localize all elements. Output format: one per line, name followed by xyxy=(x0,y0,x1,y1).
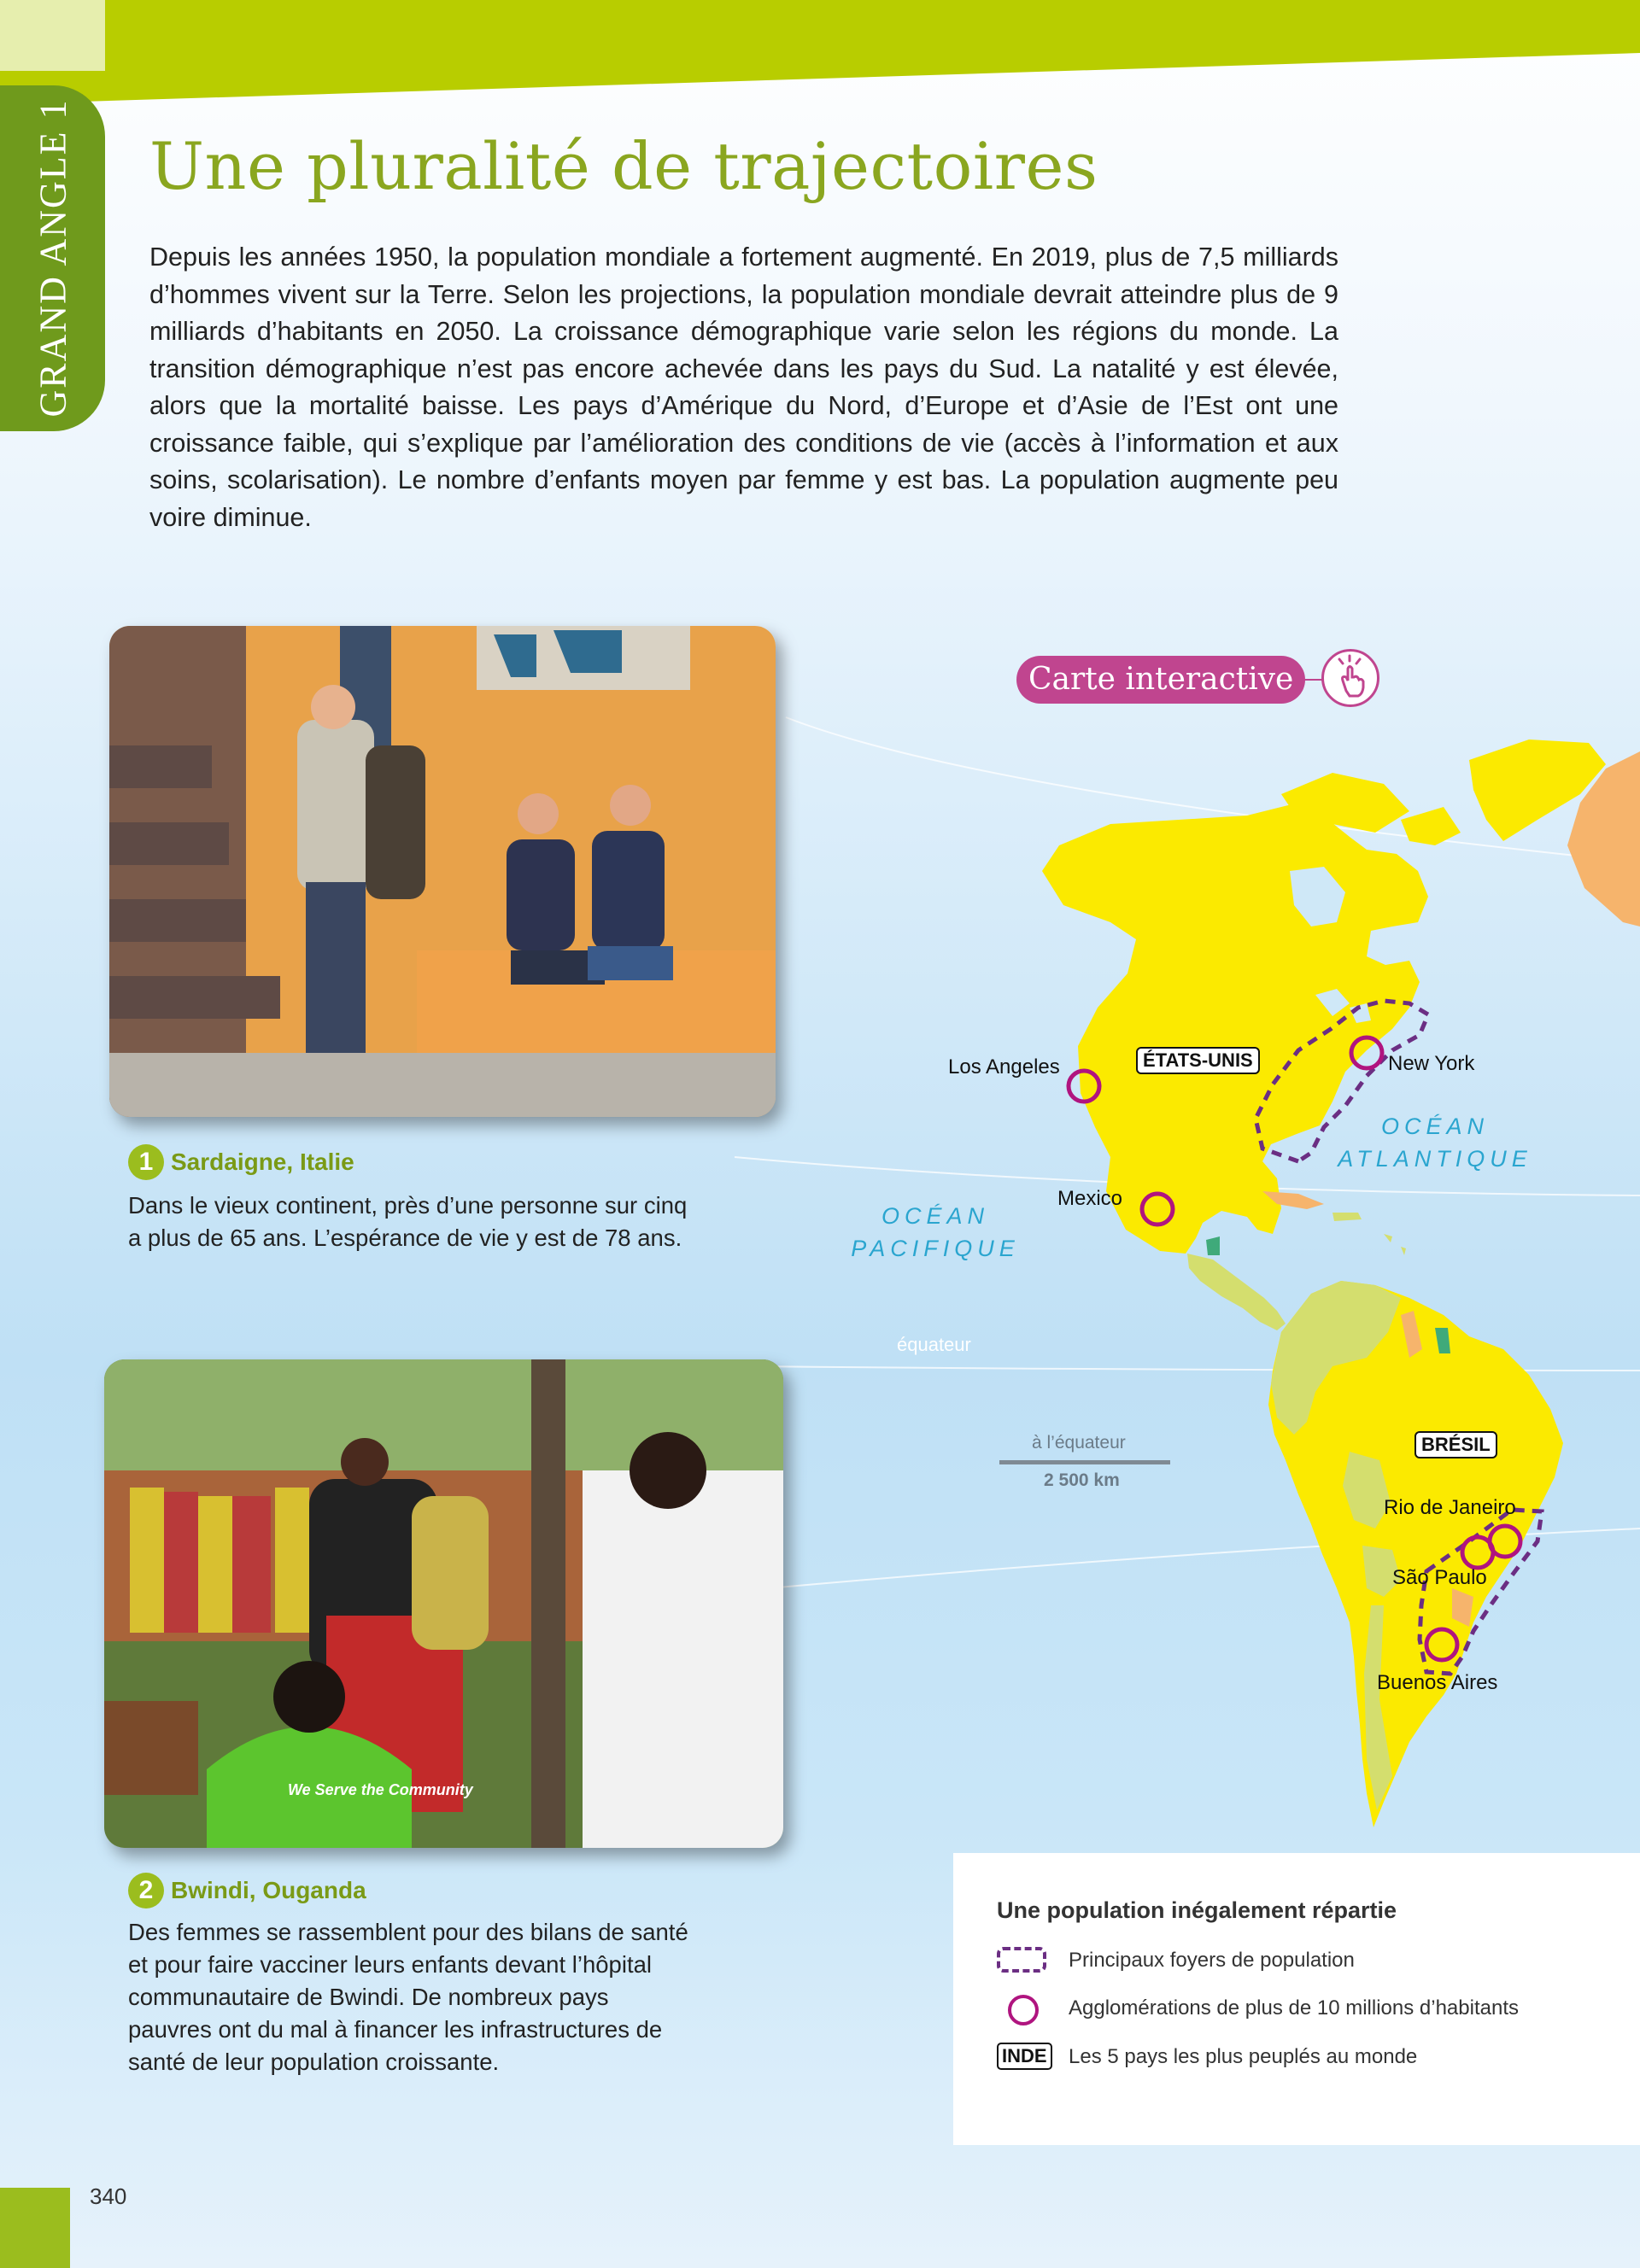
shirt-print: We Serve the Community xyxy=(288,1781,473,1798)
label-new-york: New York xyxy=(1388,1052,1475,1075)
label-buenos-aires: Buenos Aires xyxy=(1377,1671,1498,1694)
label-sao-paulo: São Paulo xyxy=(1392,1566,1487,1589)
map-legend xyxy=(953,1853,1640,2145)
label-equator: équateur xyxy=(897,1334,971,1355)
doc1-number: 1 xyxy=(128,1144,164,1180)
scale-value: 2 500 km xyxy=(1044,1470,1120,1490)
pointing-hand-icon[interactable] xyxy=(1321,649,1379,707)
section-tab-label: GRAND ANGLE 1 xyxy=(32,98,74,418)
legend-dashed-symbol xyxy=(997,1947,1046,1973)
legend-circle-symbol xyxy=(1008,1995,1039,2025)
doc1-title: 1 Sardaigne, Italie xyxy=(128,1144,354,1180)
label-pacific-ocean: OCÉAN PACIFIQUE xyxy=(851,1203,1020,1261)
photo-bwindi xyxy=(104,1359,783,1848)
legend-label-agglomerations: Agglomérations de plus de 10 millions d’habitants xyxy=(1069,1996,1519,2020)
label-rio: Rio de Janeiro xyxy=(1384,1496,1516,1519)
interactive-map-button[interactable]: Carte interactive xyxy=(1016,656,1305,704)
doc2-title: 2 Bwindi, Ouganda xyxy=(128,1873,366,1909)
central-america-shape xyxy=(1187,1254,1286,1330)
doc2-caption: Des femmes se rassemblent pour des bilans de santé et pour faire vacciner leurs enfants devant l’hôpital communautaire de Bwindi. De nombreux pays pauvres ont du mal à financer les infrastructures de santé de leur population croissante. xyxy=(128,1919,688,2075)
badge-connector xyxy=(1294,679,1323,681)
label-usa: ÉTATS-UNIS xyxy=(1136,1047,1260,1074)
doc2-number: 2 xyxy=(128,1873,164,1909)
label-los-angeles: Los Angeles xyxy=(948,1055,1060,1078)
footer-block xyxy=(0,2188,70,2268)
label-mexico: Mexico xyxy=(1057,1187,1123,1210)
scale-label: à l’équateur xyxy=(1032,1433,1126,1453)
legend-label-countries: Les 5 pays les plus peuplés au monde xyxy=(1069,2045,1418,2068)
north-america-shape xyxy=(1042,803,1428,1254)
intro-paragraph: Depuis les années 1950, la population mondiale a fortement augmenté. En 2019, plus de 7,5 milliards d’hommes vivent sur la Terre. Selon les projections, la population mondiale devrait atteindre plus de 9 milliards d’habitants en 2050. La croissance démographique varie selon les régions du monde. La transition démographique n’est pas encore achevée dans les pays du Sud. La natalité y est élevée, alors que la mortalité baisse. Les pays d’Amérique du Nord, d’Europe et d’Asie de l’Est ont une croissance faible, qui s’explique par l’amélioration des conditions de vie (accès à l’information et aux soins, scolarisation). Le nombre d’enfants moyen par femme y est bas. La population augmente peu voire diminue. xyxy=(149,243,1338,532)
page-title: Une pluralité de trajectoires xyxy=(149,128,1098,204)
label-brazil: BRÉSIL xyxy=(1414,1431,1497,1458)
scale-bar xyxy=(999,1460,1170,1464)
page-number: 340 xyxy=(90,2183,127,2209)
photo-sardinia xyxy=(109,626,776,1117)
legend-title: Une population inégalement répartie xyxy=(997,1897,1397,1923)
legend-country-symbol: INDE xyxy=(997,2043,1052,2070)
legend-label-foyers: Principaux foyers de population xyxy=(1069,1949,1355,1972)
doc1-caption: Dans le vieux continent, près d’une personne sur cinq a plus de 65 ans. L’espérance de vie y est de 78 ans. xyxy=(128,1192,688,1251)
label-atlantic-ocean: OCÉAN ATLANTIQUE xyxy=(1338,1114,1532,1172)
